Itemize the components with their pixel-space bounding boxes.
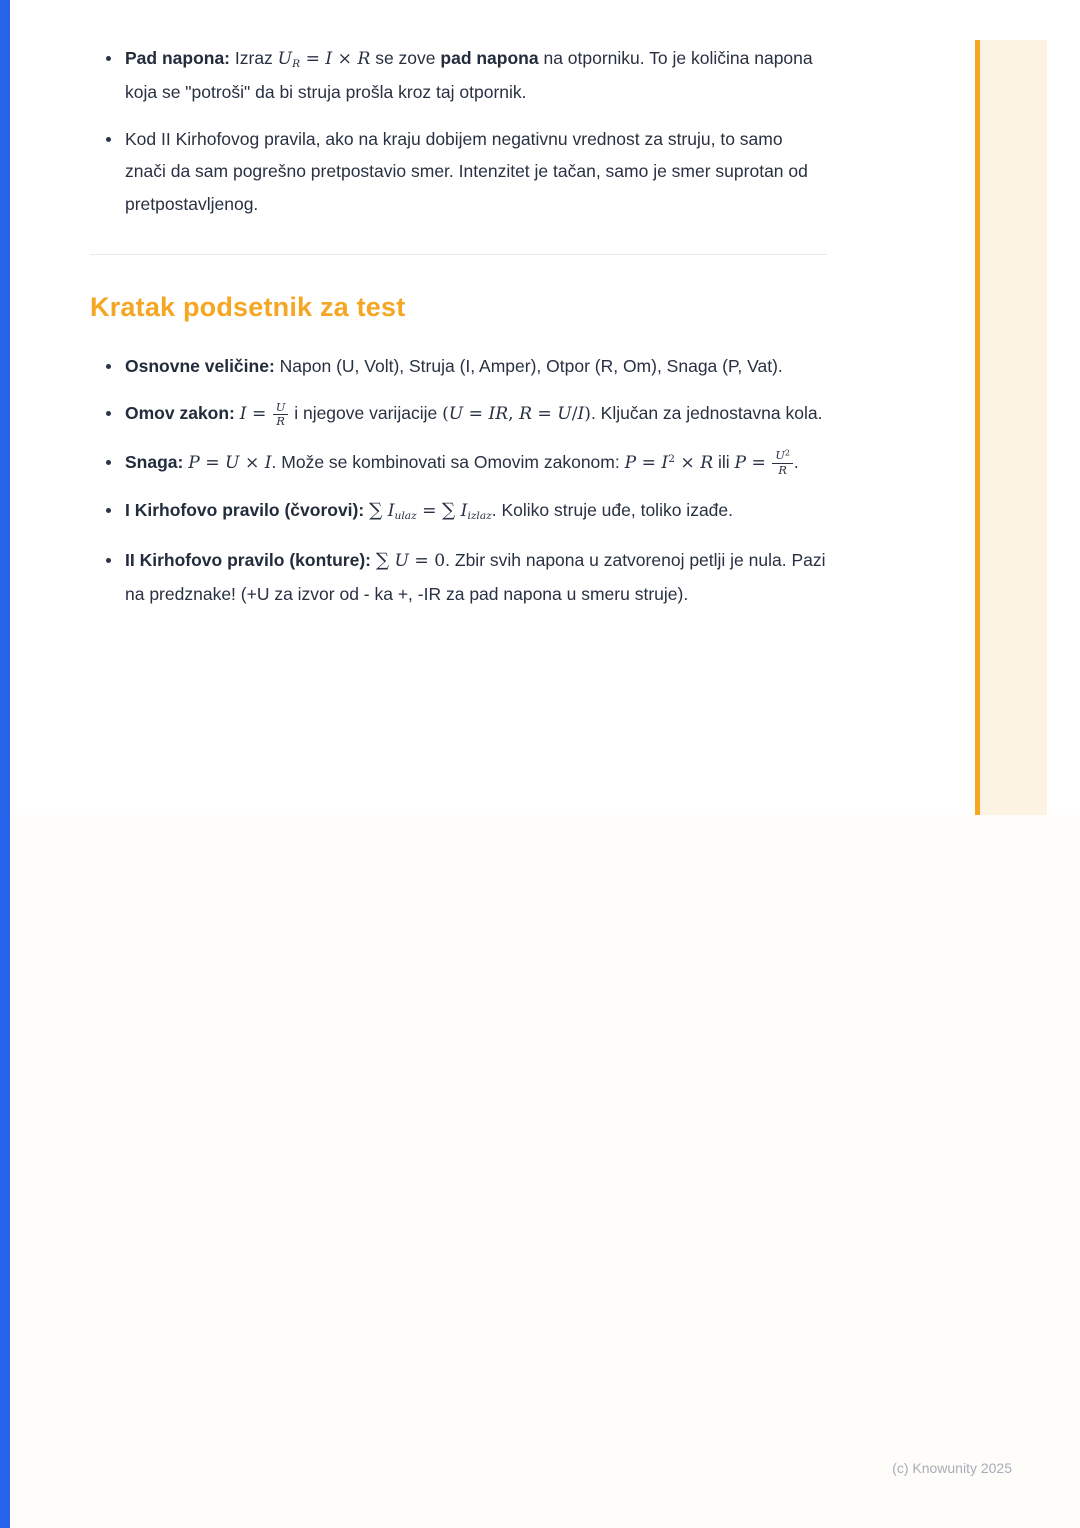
math-operator: × xyxy=(674,452,701,473)
page-lower-background xyxy=(10,815,1080,1528)
list-item xyxy=(123,350,827,382)
math-operator xyxy=(382,501,387,521)
math-variable: $U^2$ xyxy=(775,448,790,463)
text-segment: i njegove varijacije xyxy=(289,403,443,423)
math-expression xyxy=(188,453,271,473)
math-operator xyxy=(455,501,460,521)
math-variable: P xyxy=(734,452,747,473)
math-variable: I xyxy=(577,404,585,424)
bold-segment: I Kirhofovo pravilo (čvorovi): xyxy=(125,500,365,521)
math-subscript: ulaz xyxy=(394,509,417,523)
math-operator: = xyxy=(416,501,442,522)
math-operator: = xyxy=(199,452,226,473)
math-variable: IR xyxy=(488,404,509,424)
math-variable: I xyxy=(264,452,272,473)
math-operator: = xyxy=(246,404,272,424)
math-variable: P xyxy=(624,452,637,473)
text-segment: na otporniku. To je količina napona koja se "potroši" da bi struja prošla kroz taj otpornik. xyxy=(125,48,818,102)
math-operator: = 0 xyxy=(408,550,446,571)
section-title: Kratak podsetnik za test xyxy=(90,292,406,323)
math-variable: P xyxy=(188,452,200,473)
bold-segment: Snaga: xyxy=(125,451,184,472)
text-segment: Izraz xyxy=(230,48,278,68)
math-variable: U xyxy=(557,404,572,424)
math-variable: R xyxy=(519,404,532,424)
bold-segment: II Kirhofovo pravilo (konture): xyxy=(125,549,371,570)
math-variable: $U_R$ xyxy=(277,49,301,71)
list-item xyxy=(123,397,827,431)
fraction-denominator xyxy=(772,464,793,478)
text-segment: se zove xyxy=(370,48,441,68)
math-variable: U xyxy=(448,404,464,424)
list-item xyxy=(123,544,831,611)
math-superscript: 2 xyxy=(784,448,790,458)
math-variable: U xyxy=(225,452,240,473)
math-operator: = xyxy=(636,452,662,473)
math-expression xyxy=(734,448,794,477)
copyright-footer: (c) Knowunity 2025 xyxy=(892,1460,1012,1476)
list-item xyxy=(123,123,827,220)
text-segment: ili xyxy=(713,451,735,472)
document-content xyxy=(90,42,831,625)
math-operator: = xyxy=(746,452,772,473)
math-variable: R xyxy=(357,49,371,69)
math-expression xyxy=(376,551,445,571)
math-variable: $I_{ulaz}$ xyxy=(387,501,417,523)
math-operator: ) xyxy=(584,404,591,424)
math-subscript: R xyxy=(292,57,301,71)
bold-segment: Pad napona: xyxy=(125,48,231,68)
text-segment: . Zbir svih napona u zatvorenoj petlji je nula. Pazi na predznake! (+U za izvor od - ka +, -IR za pad napona u smeru struje). xyxy=(125,549,831,604)
right-margin-highlight-band xyxy=(975,40,1047,815)
math-variable: R xyxy=(276,415,285,429)
summary-list xyxy=(90,350,831,611)
bold-segment: Osnovne veličine: xyxy=(125,355,275,376)
math-operator: = xyxy=(463,404,489,424)
text-segment: . Koliko struje uđe, toliko izađe. xyxy=(491,500,734,521)
text-segment: . Ključan za jednostavna kola. xyxy=(590,403,823,423)
math-expression xyxy=(239,400,290,429)
notes-list xyxy=(90,42,827,220)
list-item xyxy=(123,446,827,480)
math-variable: R xyxy=(778,463,787,477)
math-subscript: izlaz xyxy=(467,509,492,523)
summation-symbol: ∑ xyxy=(441,500,456,522)
summation-symbol: ∑ xyxy=(375,549,390,571)
math-variable: R xyxy=(700,452,714,473)
math-variable: I xyxy=(239,404,247,424)
math-variable: I xyxy=(325,49,333,69)
summation-symbol: ∑ xyxy=(369,500,383,522)
math-expression xyxy=(442,404,591,424)
math-expression xyxy=(278,49,371,69)
math-fraction xyxy=(772,449,793,477)
fraction-denominator xyxy=(273,415,289,429)
left-accent-stripe xyxy=(0,0,10,1528)
math-variable: $I_{izlaz}$ xyxy=(460,501,492,523)
text-segment: Kod II Kirhofovog pravila, ako na kraju dobijem negativnu vrednost za struju, to samo znači da sam pogrešno pretpostavio smer. Intenzitet je tačan, samo je smer suprotan od pretpostavljenog. xyxy=(125,129,813,214)
math-variable: U xyxy=(394,550,409,571)
math-operator: / xyxy=(571,404,578,424)
text-segment: Napon (U, Volt), Struja (I, Amper), Otpor (R, Om), Snaga (P, Vat). xyxy=(274,355,783,376)
math-expression xyxy=(625,453,714,473)
math-superscript: 2 xyxy=(668,451,675,465)
bold-segment: pad napona xyxy=(440,48,539,68)
list-item xyxy=(123,42,827,108)
text-segment: . xyxy=(793,451,799,472)
math-variable: $I^2$ xyxy=(661,451,675,473)
bold-segment: Omov zakon: xyxy=(125,403,235,423)
text-segment: . Može se kombinovati sa Omovim zakonom: xyxy=(271,451,625,472)
math-operator: × xyxy=(332,49,358,69)
fraction-numerator xyxy=(273,401,289,416)
math-operator: × xyxy=(239,452,265,473)
math-fraction xyxy=(273,401,289,429)
math-operator: ( xyxy=(442,404,449,424)
math-expression xyxy=(369,501,492,521)
fraction-numerator xyxy=(772,449,793,464)
section-divider xyxy=(90,254,827,255)
math-operator: = xyxy=(300,49,326,69)
math-operator: , xyxy=(508,404,520,424)
math-operator: = xyxy=(531,404,558,424)
math-variable: U xyxy=(275,400,286,414)
list-item xyxy=(123,494,827,528)
